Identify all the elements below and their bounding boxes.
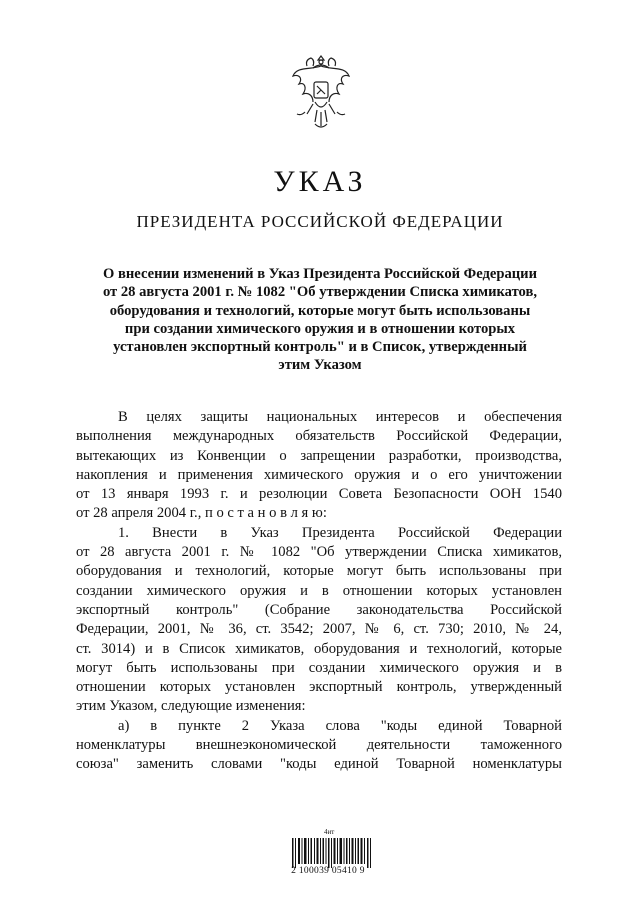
body-line: от 28 августа 2001 г. № 1082 "Об утверждении Списка химикатов, [76, 544, 562, 561]
body-line: вытекающих из Конвенции о запрещении разработки, производства, [76, 447, 562, 464]
body-line: экспортный контроль" (Собрание законодательства Российской [76, 601, 562, 618]
barcode-number: 2 100039 05410 9 [291, 866, 365, 876]
body-line: выполнения международных обязательств Российской Федерации, [76, 428, 562, 445]
body-line: союза" заменить словами "коды единой Товарной номенклатуры [76, 756, 562, 773]
document-subtitle: ПРЕЗИДЕНТА РОССИЙСКОЙ ФЕДЕРАЦИИ [136, 212, 504, 231]
body-line: 1. Внести в Указ Президента Российской Федерации [118, 524, 562, 541]
barcode-tag: 4ит [324, 828, 335, 836]
heading-line: от 28 августа 2001 г. № 1082 "Об утверждении Списка химикатов, [102, 284, 538, 301]
body-line: Федерации, 2001, № 36, ст. 3542; 2007, № 6, ст. 730; 2010, № 24, [76, 621, 562, 638]
decree-body [76, 408, 562, 775]
body-line: от 13 января 1993 г. и резолюции Совета Безопасности ООН 1540 [76, 486, 562, 503]
body-line: от 28 апреля 2004 г., п о с т а н о в л я ю: [76, 505, 327, 522]
heading-line: оборудования и технологий, которые могут быть использованы [109, 302, 531, 319]
body-line: оборудования и технологий, которые могут быть использованы при [76, 563, 562, 580]
heading-line: установлен экспортный контроль" и в Список, утвержденный [113, 339, 527, 356]
body-line: могут быть использованы при создании химического оружия и в [76, 659, 562, 676]
body-line: накопления и применения химического оружия и о его уничтожении [76, 466, 562, 483]
document-title: УКАЗ [273, 165, 367, 198]
body-line: отношении которых установлен экспортный контроль, утвержденный [76, 679, 562, 696]
decree-heading [60, 265, 580, 375]
body-line: создании химического оружия и в отношении которых установлен [76, 582, 562, 599]
body-line: В целях защиты национальных интересов и обеспечения [118, 409, 562, 425]
heading-line: при создании химического оружия и в отношении которых [124, 320, 516, 337]
heading-line: О внесении изменений в Указ Президента Российской Федерации [103, 266, 537, 282]
body-line: а) в пункте 2 Указа слова "коды единой Товарной [118, 717, 562, 734]
body-line: ст. 3014) и в Список химикатов, оборудования и технологий, которые [76, 640, 562, 657]
body-line: номенклатуры внешнеэкономической деятельности таможенного [76, 737, 562, 754]
coat-of-arms-emblem [285, 52, 357, 138]
body-line: этим Указом, следующие изменения: [76, 698, 306, 715]
heading-line: этим Указом [278, 357, 362, 374]
